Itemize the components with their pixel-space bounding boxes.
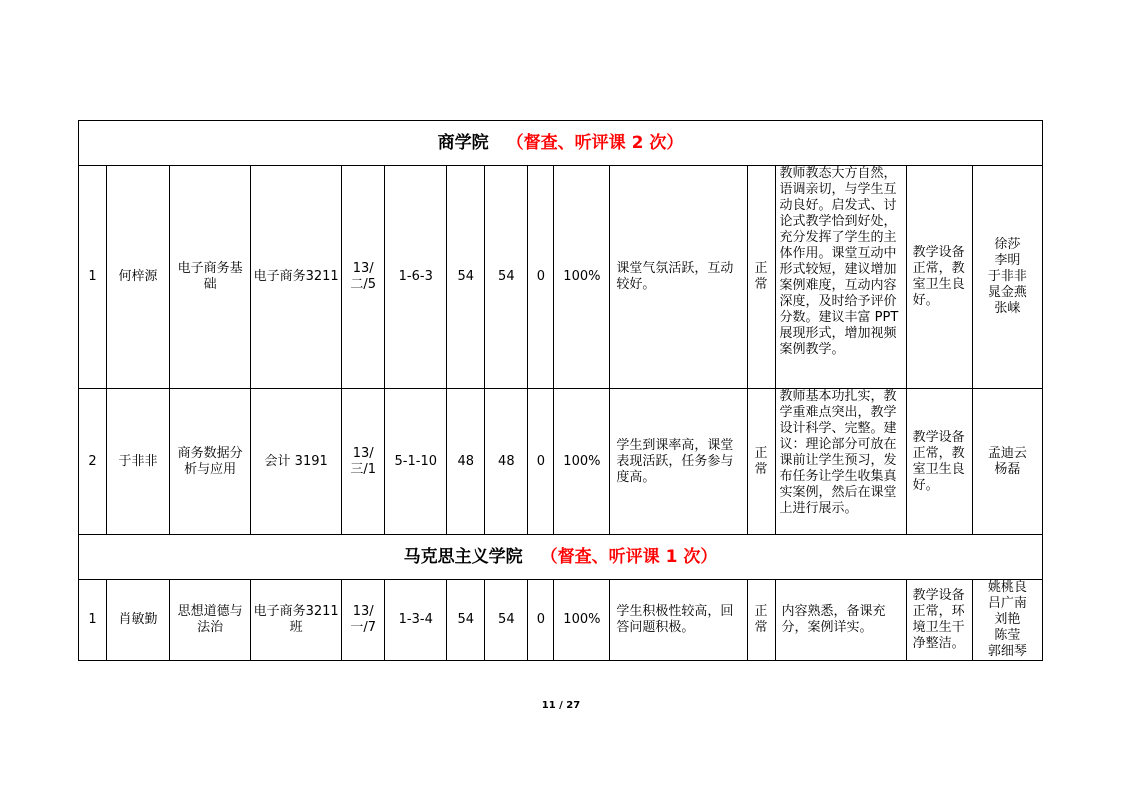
inspector-name: 晁金燕 (987, 285, 1027, 300)
section-name: 马克思主义学院 (403, 547, 523, 567)
cell-rate: 100% (554, 389, 610, 535)
cell-student-status: 学生到课率高，课堂表现活跃，任务参与度高。 (610, 389, 747, 535)
cell-class: 会计 3191 (251, 389, 342, 535)
cell-no: 2 (79, 389, 107, 535)
inspector-name: 吕广南 (987, 596, 1027, 611)
cell-absent: 0 (528, 580, 554, 661)
cell-course: 商务数据分析与应用 (170, 389, 251, 535)
section-note: （督查、听评课 2 次） (506, 133, 684, 153)
cell-order: 正常 (747, 166, 775, 389)
cell-absent: 0 (528, 166, 554, 389)
cell-facility: 教学设备正常，环境卫生干净整洁。 (906, 580, 972, 661)
cell-class: 电子商务3211 (251, 166, 342, 389)
section-header-business (79, 121, 1043, 166)
inspector-name: 孟迪云 (987, 445, 1027, 461)
cell-period: 5-1-10 (385, 389, 447, 535)
inspector-name: 陈莹 (994, 628, 1021, 643)
cell-no: 1 (79, 166, 107, 389)
cell-actual: 54 (485, 580, 528, 661)
table-row (79, 389, 1043, 535)
cell-teacher-comment: 教师教态大方自然，语调亲切，与学生互动良好。启发式、讨论式教学恰到好处，充分发挥了学生的主体作用。课堂互动中形式较短，建议增加案例难度，互动内容深度，及时给予评价分数。建议丰富 PPT 展现形式，增加视频案例教学。 (775, 166, 906, 389)
inspector-name: 郭细琴 (987, 644, 1027, 659)
cell-actual: 54 (485, 166, 528, 389)
cell-no: 1 (79, 580, 107, 661)
cell-period: 1-6-3 (385, 166, 447, 389)
cell-period: 1-3-4 (385, 580, 447, 661)
cell-course: 电子商务基础 (170, 166, 251, 389)
cell-facility: 教学设备正常，教室卫生良好。 (906, 166, 972, 389)
cell-rate: 100% (554, 166, 610, 389)
cell-inspectors (972, 580, 1042, 661)
cell-teacher: 肖敏勤 (107, 580, 170, 661)
table-row (79, 580, 1043, 661)
cell-course: 思想道德与法治 (170, 580, 251, 661)
cell-expected: 54 (447, 166, 485, 389)
cell-inspectors (972, 166, 1042, 389)
inspector-name: 姚桃良 (987, 580, 1027, 595)
page-number: 11 / 27 (541, 700, 581, 711)
cell-actual: 48 (485, 389, 528, 535)
cell-week: 13/三/1 (342, 389, 385, 535)
cell-rate: 100% (554, 580, 610, 661)
cell-week: 13/二/5 (342, 166, 385, 389)
cell-teacher: 何梓源 (107, 166, 170, 389)
section-name: 商学院 (437, 133, 489, 153)
inspector-name: 于非非 (987, 269, 1027, 284)
inspector-name: 徐莎 (994, 237, 1021, 252)
cell-teacher-comment: 内容熟悉，备课充分，案例详实。 (775, 580, 906, 661)
section-note: （督查、听评课 1 次） (540, 547, 718, 567)
cell-teacher-comment: 教师基本功扎实，教学重难点突出，教学设计科学、完整。建议：理论部分可放在课前让学生预习，发布任务让学生收集真实案例，然后在课堂上进行展示。 (775, 389, 906, 535)
inspector-name: 刘艳 (994, 612, 1021, 627)
cell-inspectors (972, 389, 1042, 535)
cell-order: 正常 (747, 389, 775, 535)
cell-absent: 0 (528, 389, 554, 535)
section-title-cell (79, 121, 1043, 166)
section-title-cell (79, 535, 1043, 580)
cell-teacher: 于非非 (107, 389, 170, 535)
inspector-name: 李明 (994, 253, 1021, 268)
cell-student-status: 学生积极性较高，回答问题积极。 (610, 580, 747, 661)
cell-facility: 教学设备正常，教室卫生良好。 (906, 389, 972, 535)
table-row (79, 166, 1043, 389)
cell-class: 电子商务3211 班 (251, 580, 342, 661)
cell-expected: 48 (447, 389, 485, 535)
cell-order: 正常 (747, 580, 775, 661)
section-header-marxism (79, 535, 1043, 580)
inspector-name: 杨磊 (994, 461, 1021, 477)
inspection-table (78, 120, 1043, 661)
cell-expected: 54 (447, 580, 485, 661)
cell-student-status: 课堂气氛活跃，互动较好。 (610, 166, 747, 389)
inspector-name: 张崃 (994, 301, 1021, 316)
cell-week: 13/一/7 (342, 580, 385, 661)
